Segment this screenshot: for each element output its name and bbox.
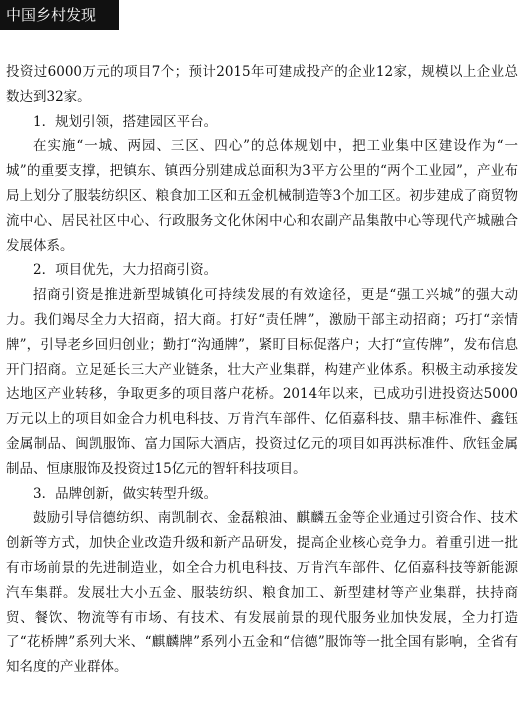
section-heading-1: 1．规划引领，搭建园区平台。 — [33, 113, 218, 130]
paragraph-investment: 招商引资是推进新型城镇化可持续发展的有效途径，更是“强工兴城”的强大动力。我们竭尽全力大招商，招大商。打好“责任牌”，激励干部主动招商；巧打“亲情牌”，引导老乡回归创业；勤打“沟通牌”，紧盯目标促落户；大打“宣传牌”，发布信息开门招商。立足延长三大产业链条，壮大产业集群，构建产业体系。积极主动承接发达地区产业转移，争取更多的项目落户花桥。2014年以来，已成功引进投资达5000万元以上的项目如金合力机电科技、万肯汽车部件、亿佰嘉科技、鼎丰标准件、鑫钰金属制品、闽凯服饰、富力国际大酒店，投资过亿元的项目如再洪标准件、欣钰金属制品、恒康服饰及投资过15亿元的智轩科技项目。 — [6, 287, 518, 477]
paragraph-intro: 投资过6000万元的项目7个；预计2015年可建成投产的企业12家，规模以上企业总数达到32家。 — [6, 64, 518, 105]
paragraph-planning: 在实施“一城、两园、三区、四心”的总体规划中，把工业集中区建设作为“一城”的重要支撑，把镇东、镇西分别建成总面积为3平方公里的“两个工业园”，产业布局上划分了服装纺织区、粮食加工区和五金机械制造等3个加工区。初步建成了商贸物流中心、居民社区中心、行政服务文化休闲中心和农副产品集散中心等现代产城融合发展体系。 — [6, 138, 518, 254]
header-title: 中国乡村发现 — [6, 6, 97, 24]
article-body — [6, 60, 518, 680]
page-header — [0, 0, 119, 30]
section-heading-2: 2．项目优先，大力招商引资。 — [33, 262, 218, 279]
paragraph-brand: 鼓励引导信德纺织、南凯制衣、金磊粮油、麒麟五金等企业通过引资合作、技术创新等方式，加快企业改造升级和新产品研发，提高企业核心竞争力。着重引进一批有市场前景的先进制造业，如全合力机电科技、万肯汽车部件、亿佰嘉科技等新能源汽车集群。发展壮大小五金、服装纺织、粮食加工、新型建材等产业集群，扶持商贸、餐饮、物流等有市场、有技术、有发展前景的现代服务业加快发展，全力打造了“花桥牌”系列大米、“麒麟牌”系列小五金和“信德”服饰等一批全国有影响，全省有知名度的产业群体。 — [6, 510, 518, 676]
section-heading-3: 3．品牌创新，做实转型升级。 — [33, 485, 218, 502]
